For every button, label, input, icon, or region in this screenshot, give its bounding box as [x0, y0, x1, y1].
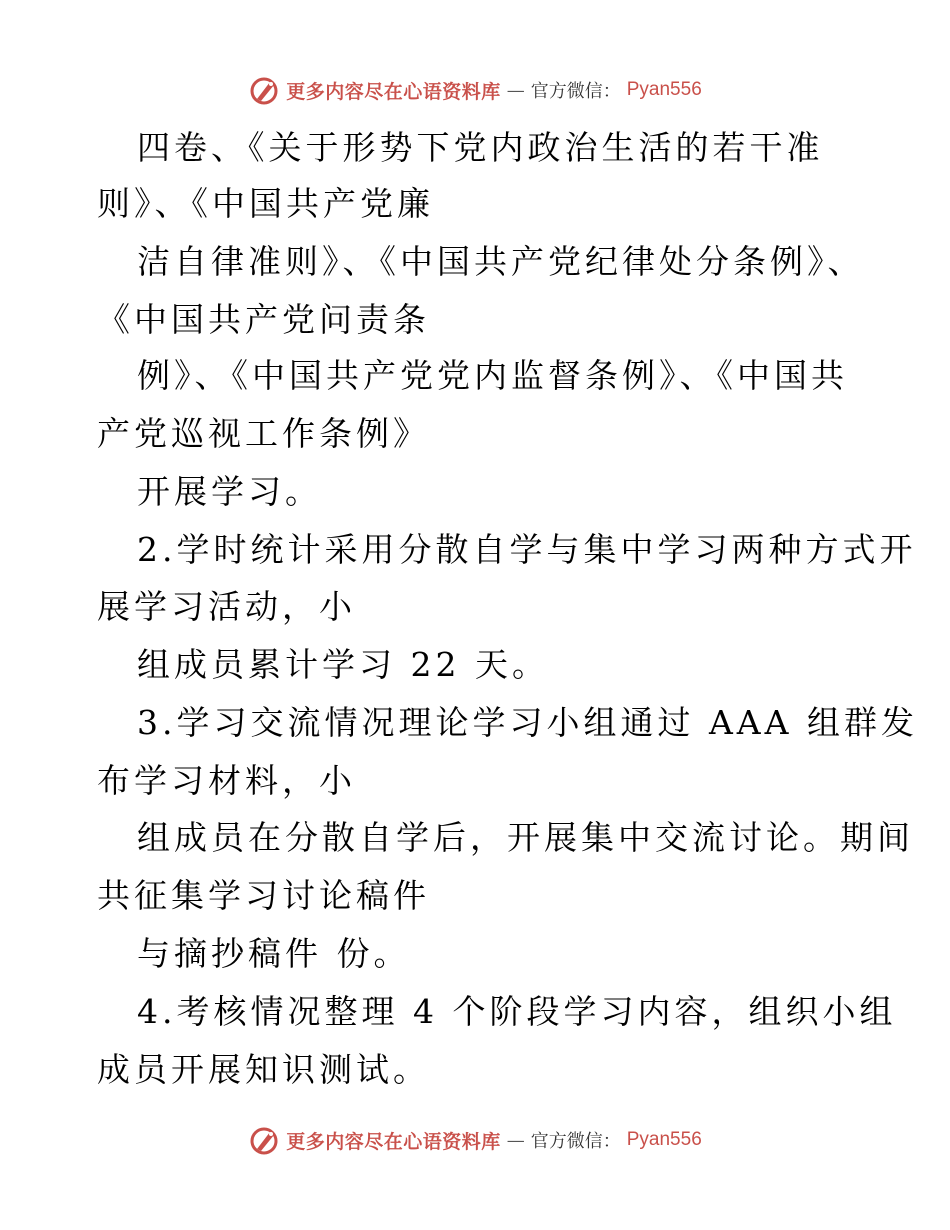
text-line-14: 共征集学习讨论稿件 — [97, 876, 430, 915]
watermark-tagline: 更多内容尽在心语资料库 — [286, 80, 501, 103]
watermark-contact-id: Pyan556 — [626, 79, 702, 100]
text-line-4: 《中国共产党问责条 — [97, 300, 430, 339]
pen-nib-icon — [248, 74, 280, 106]
text-line-11: 3.学习交流情况理论学习小组通过 AAA 组群发 — [137, 703, 918, 742]
watermark-separator: — — [506, 79, 525, 101]
text-line-9: 展学习活动，小 — [97, 587, 356, 626]
text-line-10: 组成员累计学习 22 天。 — [137, 645, 549, 684]
header-watermark — [0, 70, 950, 110]
text-line-1: 四卷、《关于形势下党内政治生活的若干准 — [137, 128, 824, 167]
watermark-contact-label: 官方微信： — [530, 81, 621, 102]
text-line-5: 例》、《中国共产党党内监督条例》、《中国共 — [137, 356, 848, 395]
footer-watermark — [0, 1120, 950, 1160]
text-line-7: 开展学习。 — [137, 472, 322, 511]
text-line-16: 4.考核情况整理 4 个阶段学习内容，组织小组 — [137, 992, 897, 1031]
text-line-17: 成员开展知识测试。 — [97, 1050, 430, 1089]
text-line-13: 组成员在分散自学后，开展集中交流讨论。期间 — [137, 818, 914, 857]
pen-nib-icon — [248, 1124, 280, 1156]
text-line-15: 与摘抄稿件 份。 — [137, 934, 411, 973]
text-line-6: 产党巡视工作条例》 — [97, 414, 430, 453]
watermark-contact-id: Pyan556 — [626, 1129, 702, 1150]
watermark-tagline: 更多内容尽在心语资料库 — [286, 1130, 501, 1153]
text-line-8: 2.学时统计采用分散自学与集中学习两种方式开 — [137, 530, 917, 569]
text-line-12: 布学习材料，小 — [97, 761, 356, 800]
watermark-contact-label: 官方微信： — [530, 1131, 621, 1152]
watermark-separator: — — [506, 1129, 525, 1151]
text-line-2: 则》、《中国共产党廉 — [97, 184, 434, 223]
text-line-3: 洁自律准则》、《中国共产党纪律处分条例》、 — [137, 242, 865, 281]
